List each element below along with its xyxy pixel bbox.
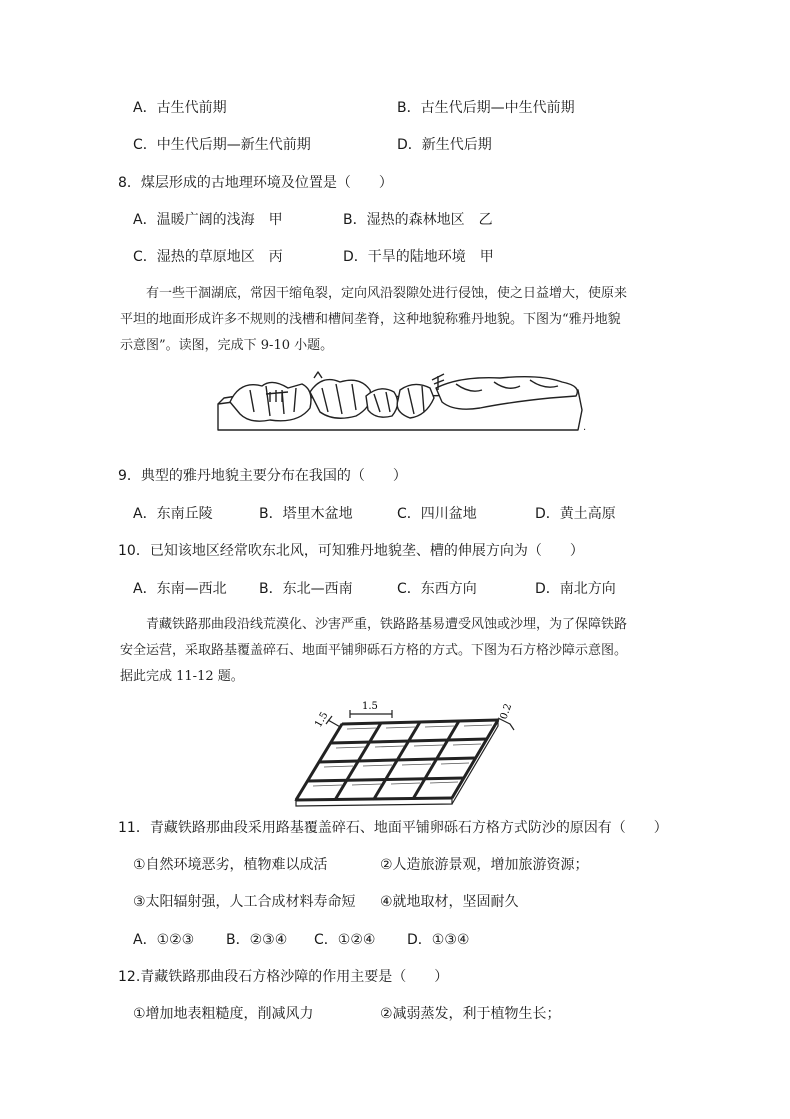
q10-option-a: A．东南—西北	[133, 581, 227, 597]
passage-yardang-line1: 有一些干涸湖底，常因干缩龟裂，定向风沿裂隙处进行侵蚀，使之日益增大，使原来	[146, 286, 628, 301]
q10-option-d: D．南北方向	[535, 581, 616, 597]
passage-yardang-line3: 示意图”。读图，完成下 9-10 小题。	[120, 338, 334, 353]
q8-option-a: A．温暖广阔的浅海 甲	[133, 212, 283, 228]
dimension-right-label: 0.2	[498, 702, 515, 722]
q10-option-b: B．东北—西南	[259, 581, 353, 597]
passage-yardang	[120, 281, 680, 359]
q11-statement-3: ③太阳辐射强，人工合成材料寿命短	[133, 894, 356, 910]
yardang-landform-figure	[210, 368, 590, 436]
q11-statement-2: ②人造旅游景观，增加旅游资源；	[380, 857, 589, 873]
q8-option-b: B．湿热的森林地区 乙	[343, 212, 493, 228]
figure-corner-mark: .	[583, 422, 587, 433]
q8-option-d: D．干旱的陆地环境 甲	[343, 249, 494, 265]
q7-option-d: D．新生代后期	[397, 137, 492, 153]
passage-railway-line3: 据此完成 11-12 题。	[120, 669, 244, 684]
q7-option-c: C．中生代后期—新生代前期	[133, 137, 311, 153]
passage-railway-line2: 安全运营，采取路基覆盖碎石、地面平铺卵砾石方格的方式。下图为石方格沙障示意图。	[120, 643, 628, 658]
dimension-left-label: 1.5	[313, 710, 331, 730]
passage-railway	[120, 612, 680, 690]
q11-stem: 11．青藏铁路那曲段采用路基覆盖碎石、地面平铺卵砾石方格方式防沙的原因有（ ）	[118, 820, 668, 836]
q9-option-c: C．四川盆地	[397, 506, 477, 522]
q11-option-c: C．①②④	[314, 932, 376, 948]
q9-option-b: B．塔里木盆地	[259, 506, 353, 522]
q10-stem: 10．已知该地区经常吹东北风，可知雅丹地貌垄、槽的伸展方向为（ ）	[118, 543, 584, 559]
passage-railway-line1: 青藏铁路那曲段沿线荒漠化、沙害严重，铁路路基易遭受风蚀或沙埋，为了保障铁路	[146, 617, 628, 632]
q9-option-d: D．黄土高原	[535, 506, 616, 522]
q12-statement-2: ②减弱蒸发，利于植物生长；	[380, 1006, 561, 1022]
q12-stem: 12.青藏铁路那曲段石方格沙障的作用主要是（ ）	[118, 969, 449, 985]
passage-yardang-line2: 平坦的地面形成许多不规则的浅槽和槽间垄脊，这种地貌称雅丹地貌。下图为“雅丹地貌	[120, 312, 621, 327]
stone-grid-barrier-figure	[292, 696, 532, 808]
q11-option-b: B．②③④	[226, 932, 288, 948]
q9-option-a: A．东南丘陵	[133, 506, 213, 522]
q7-option-a: A．古生代前期	[133, 100, 227, 116]
q10-option-c: C．东西方向	[397, 581, 477, 597]
q8-option-c: C．湿热的草原地区 丙	[133, 249, 283, 265]
q8-stem: 8．煤层形成的古地理环境及位置是（ ）	[118, 175, 393, 191]
q11-statement-1: ①自然环境恶劣，植物难以成活	[133, 857, 328, 873]
q7-option-b: B．古生代后期—中生代前期	[397, 100, 575, 116]
dimension-top-label: 1.5	[362, 701, 378, 712]
q9-stem: 9．典型的雅丹地貌主要分布在我国的（ ）	[118, 468, 407, 484]
q11-statement-4: ④就地取材，坚固耐久	[380, 894, 519, 910]
q11-option-a: A．①②③	[133, 932, 195, 948]
q12-statement-1: ①增加地表粗糙度，削减风力	[133, 1006, 314, 1022]
q11-option-d: D．①③④	[407, 932, 470, 948]
